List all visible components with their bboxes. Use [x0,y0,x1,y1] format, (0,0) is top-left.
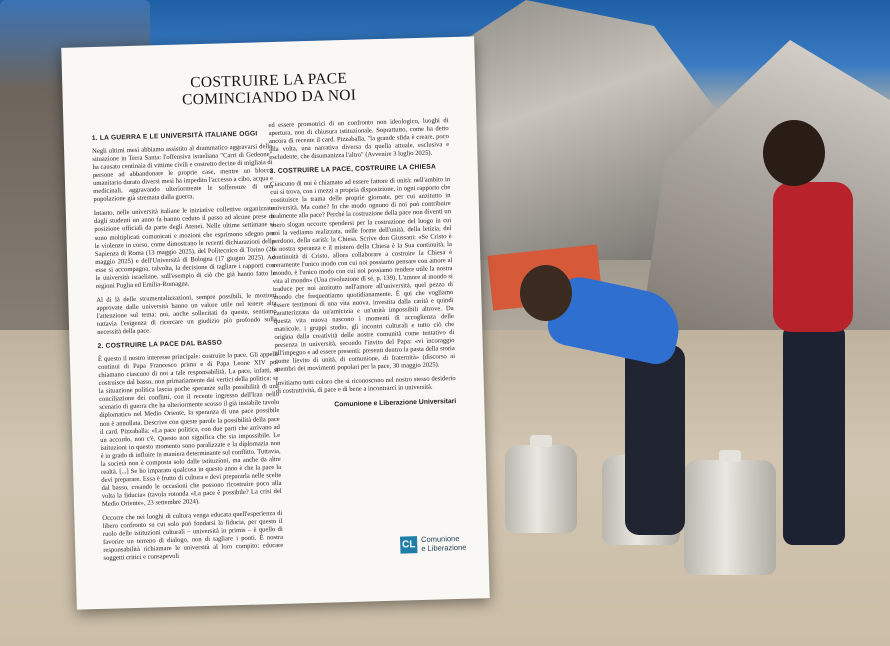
paragraph: Intanto, nelle università italiane le iniziative collettive organizzate dagli studenti un anno fa hanno ceduto il passo ad alcune prese di posizione ufficiali da parte degli Atenei. Nelle ultime settimane si sono moltiplicati comunicati e mozioni che esprimono sdegno per le violenze in corso, come dimostrano le recenti dichiarazioni della Sapienza di Roma (13 maggio 2025), del Politecnico di Torino (26 maggio 2025) e dell'Università di Bologna (17 giugno 2025). Ad esse si accompagna, talvolta, la decisione di tagliare i rapporti con le università israeliane, sull'esempio di ciò che già hanno fatto le regioni Puglia ed Emilia-Romagna. [93,205,276,290]
cl-logo: CL Comunione e Liberazione [401,533,467,553]
paragraph: Al di là delle strumentalizzazioni, sempre possibili, le mozioni approvate dalle università hanno un valore utile nel tenere alta l'attenzione sul tema: noi, anche sollecitati da queste, sentiamo tuttavia l'esigenza di ricercare un giudizio più profondo sulla necessità della pace. [96,291,277,337]
paragraph: Occorre che nei luoghi di cultura venga educata quell'esperienza di libero confronto su cui solo può fondarsi la fiducia, per questo il ruolo delle istituzioni culturali – università in primis – è quello di favorire un terreno di dialogo, non di tagliare i ponti. È nostra responsabilità richiamare le università al loro compito: educare soggetti critici e consapevoli [102,509,284,563]
paragraph: ed essere promotrici di un confronto non ideologico, luoghi di apertura, non di chiusura istituzionale. Soprattutto, come ha detto ancora di recente il card. Pizzaballa, "la grande sfida è creare, poco alla volta, una narrativa diversa da quella attuale, esclusiva e escludente, che disumanizza l'altro" (Avvenire 3 luglio 2025). [268,117,450,162]
document-title: COSTRUIRE LA PACE COMINCIANDO DA NOI [181,69,357,109]
boy-blue-shirt [520,265,690,545]
column-left [92,130,284,569]
paragraph: Ciascuno di noi è chiamato ad essere fattore di unità: nell'ambito in cui si trova, con i mezzi a propria disposizione, in ogni rapporto che costituisce la trama delle proprie giornate, per cui anzitutto in università. Ma come? In che modo ognuno di noi può contribuire realmente alla pace? Perché la costruzione della pace non diventi un mero slogan occorre spendersi per la costruzione del luogo in cui noi la vediamo realizzata, nelle forme dell'unità, della letizia, del perdono, della carità: la Chiesa. Scrive don Giussani: «Se Cristo è la nostra speranza e il mistero della Chiesa è la Sua continuità, la continuità di Cristo, allora collaborare a costruire la Chiesa è veramente l'unico modo con cui noi possiamo pensare con amore al mondo, è l'unico modo con cui noi possiamo rendere utile la nostra vita al mondo» (Una rivoluzione di sé, p. 139). L'amore al mondo si traduce per noi anzitutto nell'amore all'università, quel pezzo di mondo che frequentiamo quotidianamente. È qui che vogliamo essere testimoni di una vita nuova, investita dalla carità e quindi caratterizzata da un'amicizia e un'unità impossibili altrove. Da questa vita nuova nascono i momenti di accoglienza delle matricole, i gruppi studio, gli incontri culturali e tutto ciò che origina dalla creatività delle nostre comunità come tentativo di presenza in università, secondo l'invito del Papa: «vi incoraggio all'impegno e ad essere presenti: presenti dentro la pasta della storia come lievito di unità, di comunione, di fraternità» (discorso ai membri dei movimenti popolari per la pace, 30 maggio 2025). [270,176,456,374]
section-heading: 3. COSTRUIRE LA PACE, COSTRUIRE LA CHIESA [269,163,437,176]
section-heading: 1. LA GUERRA E LE UNIVERSITÀ ITALIANE OGGI [91,130,258,143]
paragraph: È questo il nostro interesse principale: costruire la pace. Gli appelli continui di Papa Francesco prima e di Papa Leone XIV poi chiamano ciascuno di noi a tale responsabilità. La pace, infatti, si costruisce dal basso, non primariamente dai vertici della politica: se la situazione politica lascia poche speranze sulla possibilità di una conciliazione dei conflitti, con il recente ingresso dell'Iran nello scenario di guerra che ha ulteriormente scosso il già instabile tavolo diplomatico nel Medio Oriente, la speranza di una pace possibile non è annullata. Descrive con queste parole la possibilità della pace il card. Pizzaballa: «La pace politica, con due parti che arrivano ad un accordo, non c'è. Questo non significa che sia impossibile. Le istituzioni in questo momento sono paralizzate e la diplomazia non è in grado di influire in maniera determinante sul conflitto. Tuttavia, la società non è composta solo dalle istituzioni, ma anche da altre realtà. [...] Se ho imparato qualcosa in questo anno è che la pace la devi preparare. Essa è frutto di cultura e devi prepararla nelle scelte dal basso, creando le occasioni che possono ricostruire poco alla volta la fiducia» (tavola rotonda «La pace è possibile? La crisi del Medio Oriente», 23 settembre 2024). [97,351,282,508]
cl-logo-icon: CL [400,536,417,553]
paragraph: Negli ultimi mesi abbiamo assistito al drammatico aggravarsi della situazione in Terra Santa: l'offensiva israeliana "Carri di Gedeone" ha causato centinaia di vittime civili e costretto decine di migliaia di persone ad abbandonare le proprie case, mentre un blocco umanitario durato diversi mesi ha impedito l'accesso a cibo, acqua e medicinali, aggravando ulteriormente le sofferenze di una popolazione già stremata dalla guerra. [92,143,274,204]
section-heading: 2. COSTRUIRE LA PACE DAL BASSO [97,339,223,351]
boy-red-shirt [755,120,865,560]
column-right [268,117,456,410]
paragraph: Invitiamo tutti coloro che si riconoscono nel nostro stesso desiderio di costruttività, di pace e di bene a incontrarci in università. [275,375,456,396]
signature: Comunione e Liberazione Universitari [334,397,457,408]
flyer-document [61,36,490,609]
